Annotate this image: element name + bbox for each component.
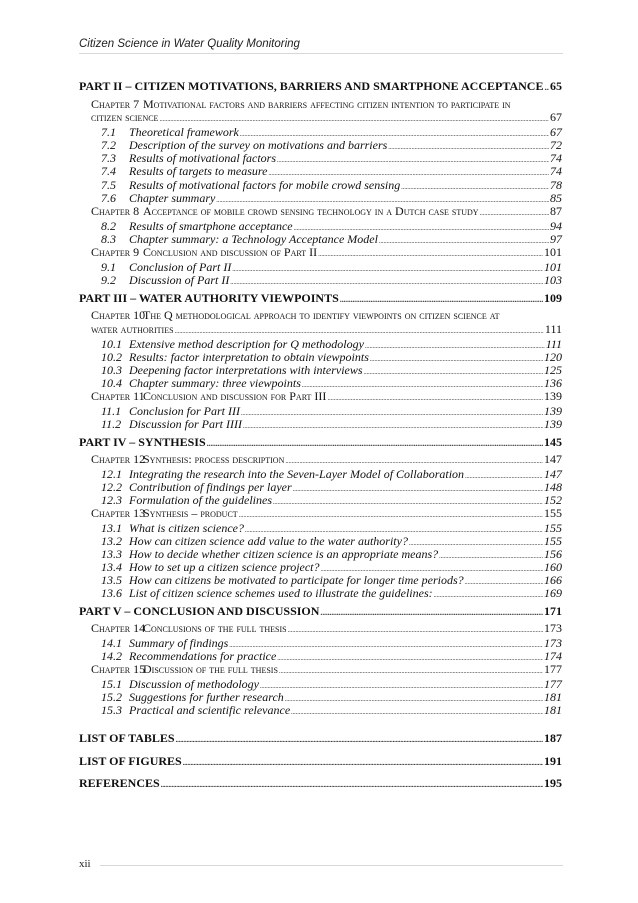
toc-section-9-2[interactable] xyxy=(79,274,562,287)
page-number: 101 xyxy=(544,244,562,259)
page-number: 173 xyxy=(544,635,562,650)
section-title: How can citizen science add value to the water authority? xyxy=(129,533,408,548)
section-number: 11.2 xyxy=(101,417,122,432)
section-title: Suggestions for further research xyxy=(129,689,284,704)
page-number: 181 xyxy=(544,689,562,704)
section-title: Practical and scientific relevance xyxy=(129,702,291,717)
section-number: 15.3 xyxy=(101,702,122,717)
section-title: How to set up a citizen science project? xyxy=(129,560,320,575)
toc-chapter-9[interactable] xyxy=(79,246,562,261)
back-matter-title: LIST OF FIGURES xyxy=(79,753,182,768)
section-number: 7.2 xyxy=(101,138,116,153)
page-number: 74 xyxy=(550,164,562,179)
section-number: 14.1 xyxy=(101,635,122,650)
page-number: 171 xyxy=(544,604,562,619)
page-number: 85 xyxy=(550,190,562,205)
toc-part-4[interactable] xyxy=(79,436,562,453)
section-title: How can citizens be motivated to participate for longer time periods? xyxy=(129,573,464,588)
back-matter-title: LIST OF TABLES xyxy=(79,730,175,745)
section-title: Discussion for Part IIII xyxy=(129,417,242,432)
page-number: 166 xyxy=(544,573,562,588)
section-title: Formulation of the guidelines xyxy=(129,492,272,507)
page-number: 111 xyxy=(545,336,562,351)
section-title: Extensive method description for Q methodology xyxy=(129,336,364,351)
page-number: 74 xyxy=(550,151,562,166)
section-number: 10.2 xyxy=(101,350,122,364)
chapter-number: Chapter 13 xyxy=(91,505,146,520)
toc-part-5[interactable] xyxy=(79,605,562,622)
section-title: Results of smartphone acceptance xyxy=(129,218,293,233)
section-number: 10.4 xyxy=(101,376,122,391)
page-number: 94 xyxy=(550,218,562,233)
toc-list-of-figures[interactable] xyxy=(79,755,562,772)
page-number: 177 xyxy=(544,661,562,676)
chapter-title: Conclusion and discussion for Part III xyxy=(143,389,327,404)
chapter-number: Chapter 11 xyxy=(91,389,145,404)
section-title: Results of motivational factors xyxy=(129,151,276,166)
part-title: PART III – WATER AUTHORITY VIEWPOINTS xyxy=(79,290,339,305)
chapter-title: Conclusion and discussion of Part II xyxy=(143,244,318,259)
section-title: How to decide whether citizen science is an appropriate means? xyxy=(129,546,439,561)
back-matter-title: REFERENCES xyxy=(79,776,160,791)
page-number: 155 xyxy=(544,533,562,548)
section-number: 11.1 xyxy=(101,404,122,419)
section-number: 13.3 xyxy=(101,546,122,561)
running-header: Citizen Science in Water Quality Monitoring xyxy=(79,38,563,54)
chapter-title: Acceptance of mobile crowd sensing technology in a Dutch case study xyxy=(143,203,479,218)
page-number: 160 xyxy=(544,560,562,575)
page-number: 148 xyxy=(544,479,562,494)
chapter-number: Chapter 8 xyxy=(91,203,140,218)
section-number: 15.1 xyxy=(101,676,122,691)
section-number: 8.2 xyxy=(101,218,116,233)
page-number: 78 xyxy=(550,177,562,192)
section-number: 13.1 xyxy=(101,520,122,535)
chapter-title: Discussion of the full thesis xyxy=(143,661,278,676)
toc-chapter-14[interactable] xyxy=(79,622,562,637)
page-number: 67 xyxy=(550,110,562,125)
page-number: 147 xyxy=(544,466,562,481)
page-number: 125 xyxy=(544,363,562,378)
page-number: 103 xyxy=(544,272,562,287)
toc-section-13-6[interactable] xyxy=(79,587,562,600)
part-title: PART II – CITIZEN MOTIVATIONS, BARRIERS AND SMARTPHONE ACCEPTANCE xyxy=(79,79,544,93)
page-number: 177 xyxy=(544,676,562,691)
page-number: 139 xyxy=(544,404,562,419)
page-number: 97 xyxy=(550,231,562,246)
page-number: 139 xyxy=(544,389,562,404)
chapter-number: Chapter 12 xyxy=(91,451,146,466)
page-number: 87 xyxy=(550,203,562,218)
section-number: 10.3 xyxy=(101,363,122,378)
section-title: Conclusion of Part II xyxy=(129,259,232,274)
section-title: What is citizen science? xyxy=(129,520,244,535)
section-number: 7.1 xyxy=(101,125,116,140)
section-number: 13.4 xyxy=(101,560,122,575)
section-title: Conclusion for Part III xyxy=(129,404,240,419)
toc-chapter-7[interactable] xyxy=(79,97,562,127)
page-number: 72 xyxy=(550,138,562,153)
chapter-number: Chapter 14 xyxy=(91,620,146,635)
section-title: Results: factor interpretation to obtain viewpoints xyxy=(129,350,369,364)
section-title: Results of motivational factors for mobile crowd sensing xyxy=(129,177,401,192)
part-title: PART IV – SYNTHESIS xyxy=(79,435,206,450)
page-number: 152 xyxy=(544,492,562,507)
section-number: 15.2 xyxy=(101,689,122,704)
section-number: 7.3 xyxy=(101,151,116,166)
section-number: 7.6 xyxy=(101,190,116,205)
page-number: 174 xyxy=(544,648,562,663)
section-number: 13.6 xyxy=(101,586,122,601)
chapter-title: Motivational factors and barriers affecting citizen intention to participate in xyxy=(143,96,511,111)
page-number: 109 xyxy=(544,290,562,305)
section-number: 12.1 xyxy=(101,466,122,481)
chapter-title: Synthesis – product xyxy=(143,505,238,520)
section-number: 12.3 xyxy=(101,492,122,507)
page-number: 191 xyxy=(544,753,562,768)
page-number: 169 xyxy=(544,586,562,601)
section-title: Chapter summary: a Technology Acceptance Model xyxy=(129,231,378,246)
page-number: 101 xyxy=(544,259,562,274)
footer-page-number: xii xyxy=(79,858,91,870)
chapter-title: Synthesis: process description xyxy=(143,451,285,466)
section-number: 9.2 xyxy=(101,272,116,287)
section-title: Recommendations for practice xyxy=(129,648,277,663)
page-number: 147 xyxy=(544,451,562,466)
section-number: 13.2 xyxy=(101,533,122,548)
page-number: 111 xyxy=(544,322,562,337)
section-number: 7.4 xyxy=(101,164,116,179)
page-number: 156 xyxy=(544,546,562,561)
page-number: 65 xyxy=(550,79,562,93)
page-number: 155 xyxy=(544,505,562,520)
chapter-title: Conclusions of the full thesis xyxy=(143,620,287,635)
section-title: Description of the survey on motivations and barriers xyxy=(129,138,388,153)
chapter-title-cont: citizen science xyxy=(91,110,159,125)
chapter-title: The Q methodological approach to identify viewpoints on citizen science at xyxy=(143,308,500,323)
part-title: PART V – CONCLUSION AND DISCUSSION xyxy=(79,604,320,619)
section-title: Chapter summary: three viewpoints xyxy=(129,376,301,391)
section-title: Integrating the research into the Seven-Layer Model of Collaboration xyxy=(129,466,465,481)
table-of-contents xyxy=(79,80,562,794)
section-title: Discussion of Part II xyxy=(129,272,230,287)
page-number: 187 xyxy=(544,730,562,745)
section-number: 10.1 xyxy=(101,336,122,351)
page-number: 173 xyxy=(544,620,562,635)
section-title: Results of targets to measure xyxy=(129,164,268,179)
section-title: Summary of findings xyxy=(129,635,229,650)
page-number: 145 xyxy=(544,435,562,450)
footer-rule xyxy=(100,865,563,866)
page-number: 181 xyxy=(544,702,562,717)
section-number: 12.2 xyxy=(101,479,122,494)
section-title: Deepening factor interpretations with interviews xyxy=(129,363,363,378)
chapter-number: Chapter 15 xyxy=(91,661,146,676)
section-number: 13.5 xyxy=(101,573,122,588)
toc-section-15-3[interactable] xyxy=(79,704,562,717)
page-number: 139 xyxy=(544,417,562,432)
section-title: Discussion of methodology xyxy=(129,676,259,691)
page-number: 67 xyxy=(550,125,562,140)
toc-chapter-15[interactable] xyxy=(79,663,562,678)
section-title: Theoretical framework xyxy=(129,125,239,140)
section-title: Chapter summary xyxy=(129,190,216,205)
page-number: 195 xyxy=(544,776,562,791)
page-number: 120 xyxy=(544,350,562,364)
toc-section-11-2[interactable] xyxy=(79,418,562,431)
chapter-number: Chapter 7 xyxy=(91,96,140,111)
toc-chapter-12[interactable] xyxy=(79,453,562,468)
toc-chapter-13[interactable] xyxy=(79,507,562,522)
section-number: 7.5 xyxy=(101,177,116,192)
section-title: List of citizen science schemes used to illustrate the guidelines: xyxy=(129,586,433,601)
chapter-number: Chapter 9 xyxy=(91,244,140,259)
section-title: Contribution of findings per layer xyxy=(129,479,292,494)
toc-part-2[interactable] xyxy=(79,80,562,97)
toc-chapter-11[interactable] xyxy=(79,390,562,405)
page-number: 155 xyxy=(544,520,562,535)
toc-list-of-tables[interactable] xyxy=(79,732,562,749)
section-number: 9.1 xyxy=(101,259,116,274)
toc-references[interactable] xyxy=(79,777,562,794)
section-number: 8.3 xyxy=(101,231,116,246)
toc-part-3[interactable] xyxy=(79,292,562,309)
section-number: 14.2 xyxy=(101,648,122,663)
toc-chapter-10[interactable] xyxy=(79,308,562,338)
toc-chapter-8[interactable] xyxy=(79,205,562,220)
page-number: 136 xyxy=(544,376,562,391)
chapter-number: Chapter 10 xyxy=(91,308,146,323)
chapter-title-cont: water authorities xyxy=(91,322,174,337)
